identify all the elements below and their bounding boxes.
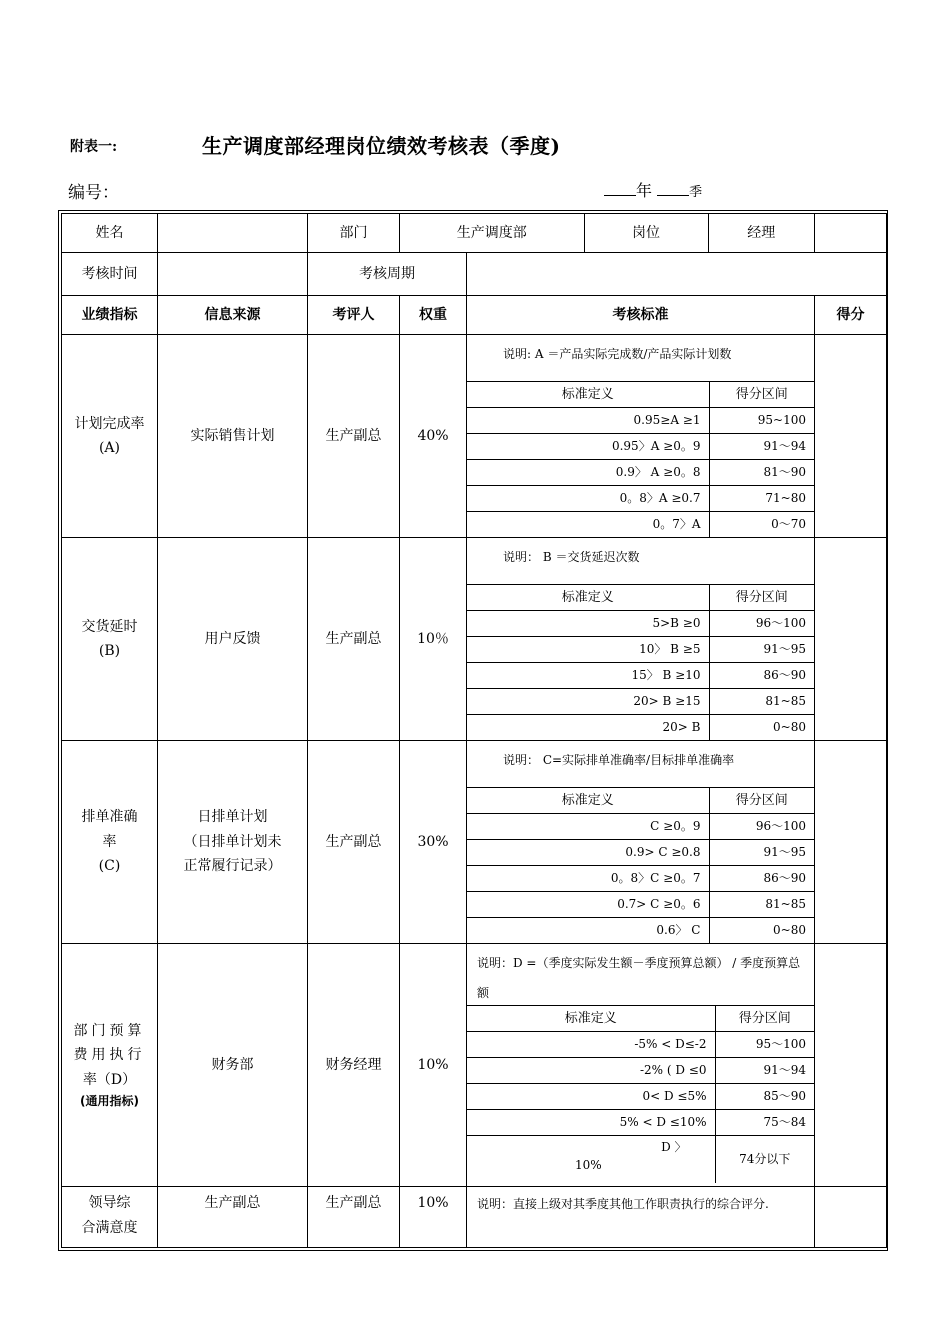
std-head-range: 得分区间 (709, 585, 814, 611)
indicator-e-line2: 合满意度 (81, 1219, 138, 1236)
level-def: 0。8〉C ≥0。7 (467, 866, 709, 892)
level-def: 0。7〉A (467, 512, 709, 538)
weight-a: 40% (400, 335, 467, 538)
column-header-row (62, 296, 887, 335)
level-range: 75～84 (715, 1110, 814, 1136)
col-standard: 考核标准 (467, 296, 815, 335)
level-range: 91～95 (709, 637, 814, 663)
indicator-e (62, 1187, 158, 1248)
std-head-def: 标准定义 (467, 382, 709, 408)
level-def: 10〉 B ≥5 (467, 637, 709, 663)
std-head-range: 得分区间 (709, 788, 814, 814)
source-e: 生产副总 (158, 1187, 308, 1248)
source-c (158, 741, 308, 944)
score-d[interactable] (815, 944, 887, 1187)
level-range: 81~85 (709, 892, 814, 918)
evaluator-a: 生产副总 (308, 335, 400, 538)
serial-number-label: 编号： (68, 183, 119, 203)
score-a[interactable] (815, 335, 887, 538)
level-range: 86～90 (709, 866, 814, 892)
page-title: 生产调度部经理岗位绩效考核表（季度) (202, 134, 561, 158)
level-range: 91～94 (709, 434, 814, 460)
table-row (62, 944, 887, 1187)
level-def: 15〉 B ≥10 (467, 663, 709, 689)
year-label: 年 (636, 181, 653, 200)
table-row (62, 741, 887, 944)
indicator-d-line1: 部门预算 (73, 1022, 146, 1039)
indicator-c (62, 741, 158, 944)
level-range: 81~85 (709, 689, 814, 715)
quarter-label: 季 (689, 185, 703, 200)
table-row (62, 538, 887, 741)
std-head-def: 标准定义 (467, 788, 709, 814)
indicator-d-line2: 费用执行 (73, 1047, 146, 1064)
level-def: 20> B ≥15 (467, 689, 709, 715)
level-def: 0。8〉A ≥0.7 (467, 486, 709, 512)
standard-c (467, 741, 815, 944)
level-range: 91～94 (715, 1058, 814, 1084)
score-e[interactable] (815, 1187, 887, 1248)
year-blank[interactable] (604, 181, 636, 196)
level-range-last: 74分以下 (715, 1136, 814, 1183)
indicator-c-line1: 排单准确 (81, 809, 138, 826)
evaluator-b: 生产副总 (308, 538, 400, 741)
source-c-line2: （日排单计划未 (183, 833, 282, 850)
indicator-e-line1: 领导综 (88, 1195, 131, 1211)
indicator-a: 计划完成率(A) (62, 335, 158, 538)
table-row (62, 1187, 887, 1248)
info-row-2 (62, 253, 887, 296)
std-head-def: 标准定义 (467, 585, 709, 611)
evaluator-c: 生产副总 (308, 741, 400, 944)
name-label: 姓名 (62, 214, 158, 253)
standard-a (467, 335, 815, 538)
level-def: 0.6〉 C (467, 918, 709, 944)
weight-c: 30% (400, 741, 467, 944)
note-c: 说明： C=实际排单准确率/目标排单准确率 (503, 753, 735, 767)
level-def: 5% < D ≤10% (467, 1110, 715, 1136)
level-def: 0.95≥A ≥1 (467, 408, 709, 434)
level-range: 0~80 (709, 715, 814, 741)
indicator-c-line3: (C) (98, 858, 121, 875)
year-quarter-field (604, 178, 702, 201)
evaluator-d: 财务经理 (308, 944, 400, 1187)
level-def: 0< D ≤5% (467, 1084, 715, 1110)
level-range: 0～70 (709, 512, 814, 538)
assessment-table (61, 213, 887, 1248)
level-range: 96～100 (709, 611, 814, 637)
level-def: 20> B (467, 715, 709, 741)
score-c[interactable] (815, 741, 887, 944)
level-def-last-line1: D 〉 (661, 1140, 687, 1154)
indicator-b: 交货延时(B) (62, 538, 158, 741)
dept-label: 部门 (308, 214, 400, 253)
standard-d (467, 944, 815, 1187)
weight-b: 10％ (400, 538, 467, 741)
level-range: 95~100 (709, 408, 814, 434)
general-indicator-tag: (通用指标) (80, 1094, 139, 1109)
weight-d: 10% (400, 944, 467, 1187)
level-def: 0.7> C ≥0。6 (467, 892, 709, 918)
level-def: C ≥0。9 (467, 814, 709, 840)
time-value[interactable] (158, 253, 308, 296)
level-range: 85～90 (715, 1084, 814, 1110)
col-score: 得分 (815, 296, 887, 335)
level-def: -5% < D≤-2 (467, 1032, 715, 1058)
level-range: 81～90 (709, 460, 814, 486)
level-range: 95～100 (715, 1032, 814, 1058)
level-def: -2% ( D ≤0 (467, 1058, 715, 1084)
time-label: 考核时间 (62, 253, 158, 296)
attachment-label: 附表一: (70, 139, 118, 155)
indicator-c-line2: 率 (102, 833, 117, 850)
score-b[interactable] (815, 538, 887, 741)
std-head-range: 得分区间 (715, 1006, 814, 1032)
period-value[interactable] (467, 253, 887, 296)
level-range: 71~80 (709, 486, 814, 512)
indicator-d-line3: 率（D） (82, 1071, 137, 1088)
name-value[interactable] (158, 214, 308, 253)
post-label: 岗位 (584, 214, 708, 252)
std-head-def: 标准定义 (467, 1006, 715, 1032)
level-def-last-line2: 10% (575, 1158, 602, 1173)
col-weight: 权重 (400, 296, 467, 335)
source-b: 用户反馈 (158, 538, 308, 741)
col-source: 信息来源 (158, 296, 308, 335)
level-range: 0~80 (709, 918, 814, 944)
evaluator-e: 生产副总 (308, 1187, 400, 1248)
col-indicator: 业绩指标 (62, 296, 158, 335)
source-a: 实际销售计划 (158, 335, 308, 538)
source-c-line1: 日排单计划 (197, 809, 268, 826)
note-d: 说明：D =（季度实际发生额－季度预算总额） / 季度预算总额 (477, 956, 801, 1000)
std-head-range: 得分区间 (709, 382, 814, 408)
post-value: 经理 (747, 224, 776, 241)
level-def: 0.95〉A ≥0。9 (467, 434, 709, 460)
level-range: 91～95 (709, 840, 814, 866)
standard-e (467, 1187, 815, 1248)
note-b: 说明： B ＝交货延迟次数 (503, 550, 640, 564)
level-def-last (467, 1136, 715, 1183)
dept-value: 生产调度部 (400, 214, 584, 252)
note-e: 说明：直接上级对其季度其他工作职责执行的综合评分. (477, 1197, 769, 1211)
note-a: 说明: A ＝产品实际完成数/产品实际计划数 (503, 347, 732, 361)
source-c-line3: 正常履行记录） (183, 858, 282, 875)
table-row (62, 335, 887, 538)
level-range: 86～90 (709, 663, 814, 689)
level-def: 0.9> C ≥0.8 (467, 840, 709, 866)
col-evaluator: 考评人 (308, 296, 400, 335)
level-def: 5>B ≥0 (467, 611, 709, 637)
info-row-1 (62, 214, 887, 253)
standard-b (467, 538, 815, 741)
level-def: 0.9〉 A ≥0。8 (467, 460, 709, 486)
quarter-blank[interactable] (657, 181, 689, 196)
weight-e: 10% (400, 1187, 467, 1248)
period-label: 考核周期 (308, 253, 467, 296)
indicator-d (62, 944, 158, 1187)
level-range: 96～100 (709, 814, 814, 840)
source-d: 财务部 (158, 944, 308, 1187)
